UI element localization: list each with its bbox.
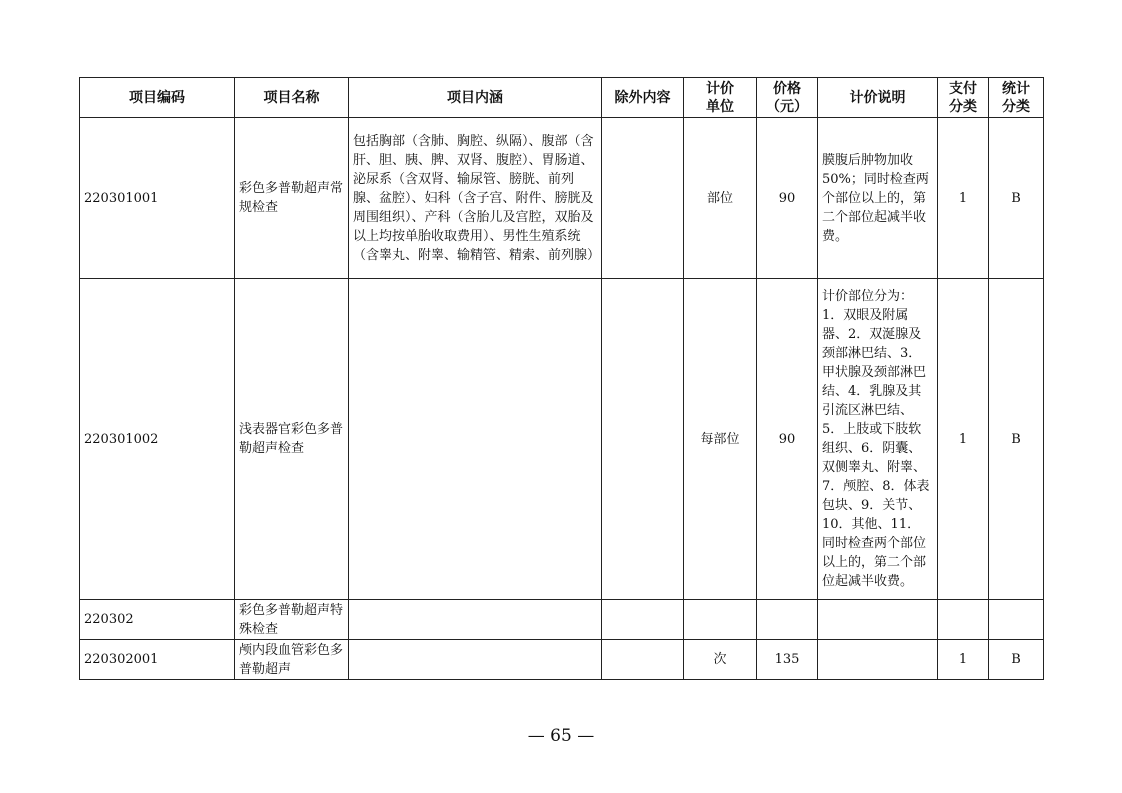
header-unit-line2: 单位 [706, 98, 734, 115]
table-row [80, 640, 1044, 680]
header-code: 项目编码 [80, 78, 235, 118]
cell-name: 彩色多普勒超声常规检查 [235, 118, 349, 279]
cell-note: 膜腹后肿物加收50%；同时检查两个部位以上的，第二个部位起减半收费。 [818, 118, 938, 279]
header-unit-line1: 计价 [706, 80, 734, 97]
cell-content [349, 600, 602, 640]
header-price [757, 78, 818, 118]
header-note: 计价说明 [818, 78, 938, 118]
cell-note [818, 600, 938, 640]
cell-pay: 1 [938, 640, 989, 680]
cell-code: 220302 [80, 600, 235, 640]
fee-schedule-table [79, 77, 1044, 680]
header-exclusion: 除外内容 [602, 78, 684, 118]
cell-exclusion [602, 640, 684, 680]
cell-pay: 1 [938, 118, 989, 279]
header-content: 项目内涵 [349, 78, 602, 118]
cell-unit: 次 [684, 640, 757, 680]
cell-stat [989, 600, 1044, 640]
cell-name: 彩色多普勒超声特殊检查 [235, 600, 349, 640]
header-pay-line2: 分类 [949, 98, 977, 115]
cell-stat: B [989, 640, 1044, 680]
table-header-row [80, 78, 1044, 118]
cell-name: 浅表器官彩色多普勒超声检查 [235, 279, 349, 600]
cell-exclusion [602, 600, 684, 640]
cell-code: 220302001 [80, 640, 235, 680]
cell-unit: 每部位 [684, 279, 757, 600]
cell-code: 220301001 [80, 118, 235, 279]
cell-note: 计价部位分为：1．双眼及附属器、2．双涎腺及颈部淋巴结、3．甲状腺及颈部淋巴结、4．乳腺及其引流区淋巴结、5．上肢或下肢软组织、6．阴囊、双侧睾丸、附睾、7．颅腔、8．体表包块、9．关节、10．其他、11．同时检查两个部位以上的，第二个部位起减半收费。 [818, 279, 938, 600]
cell-content [349, 279, 602, 600]
header-pay-line1: 支付 [949, 80, 977, 97]
header-pay [938, 78, 989, 118]
cell-code: 220301002 [80, 279, 235, 600]
page-number: — 65 — [527, 726, 595, 746]
cell-price: 90 [757, 279, 818, 600]
cell-stat: B [989, 118, 1044, 279]
cell-pay: 1 [938, 279, 989, 600]
cell-stat: B [989, 279, 1044, 600]
header-price-line1: 价格 [773, 80, 801, 97]
cell-price: 90 [757, 118, 818, 279]
cell-exclusion [602, 118, 684, 279]
header-unit [684, 78, 757, 118]
cell-content: 包括胸部（含肺、胸腔、纵隔）、腹部（含肝、胆、胰、脾、双肾、腹腔）、胃肠道、泌尿系（含双肾、输尿管、膀胱、前列腺、盆腔）、妇科（含子宫、附件、膀胱及周围组织）、产科（含胎儿及宫腔，双胎及以上均按单胎收取费用）、男性生殖系统（含睾丸、附睾、输精管、精索、前列腺） [349, 118, 602, 279]
header-name: 项目名称 [235, 78, 349, 118]
header-stat-line1: 统计 [1002, 80, 1030, 97]
cell-content [349, 640, 602, 680]
cell-price: 135 [757, 640, 818, 680]
header-stat-line2: 分类 [1002, 98, 1030, 115]
cell-pay [938, 600, 989, 640]
cell-price [757, 600, 818, 640]
table-row [80, 118, 1044, 279]
cell-note [818, 640, 938, 680]
cell-exclusion [602, 279, 684, 600]
header-stat [989, 78, 1044, 118]
cell-unit [684, 600, 757, 640]
table-row [80, 600, 1044, 640]
cell-name: 颅内段血管彩色多普勒超声 [235, 640, 349, 680]
header-price-line2: （元） [766, 98, 808, 115]
table-row [80, 279, 1044, 600]
cell-unit: 部位 [684, 118, 757, 279]
